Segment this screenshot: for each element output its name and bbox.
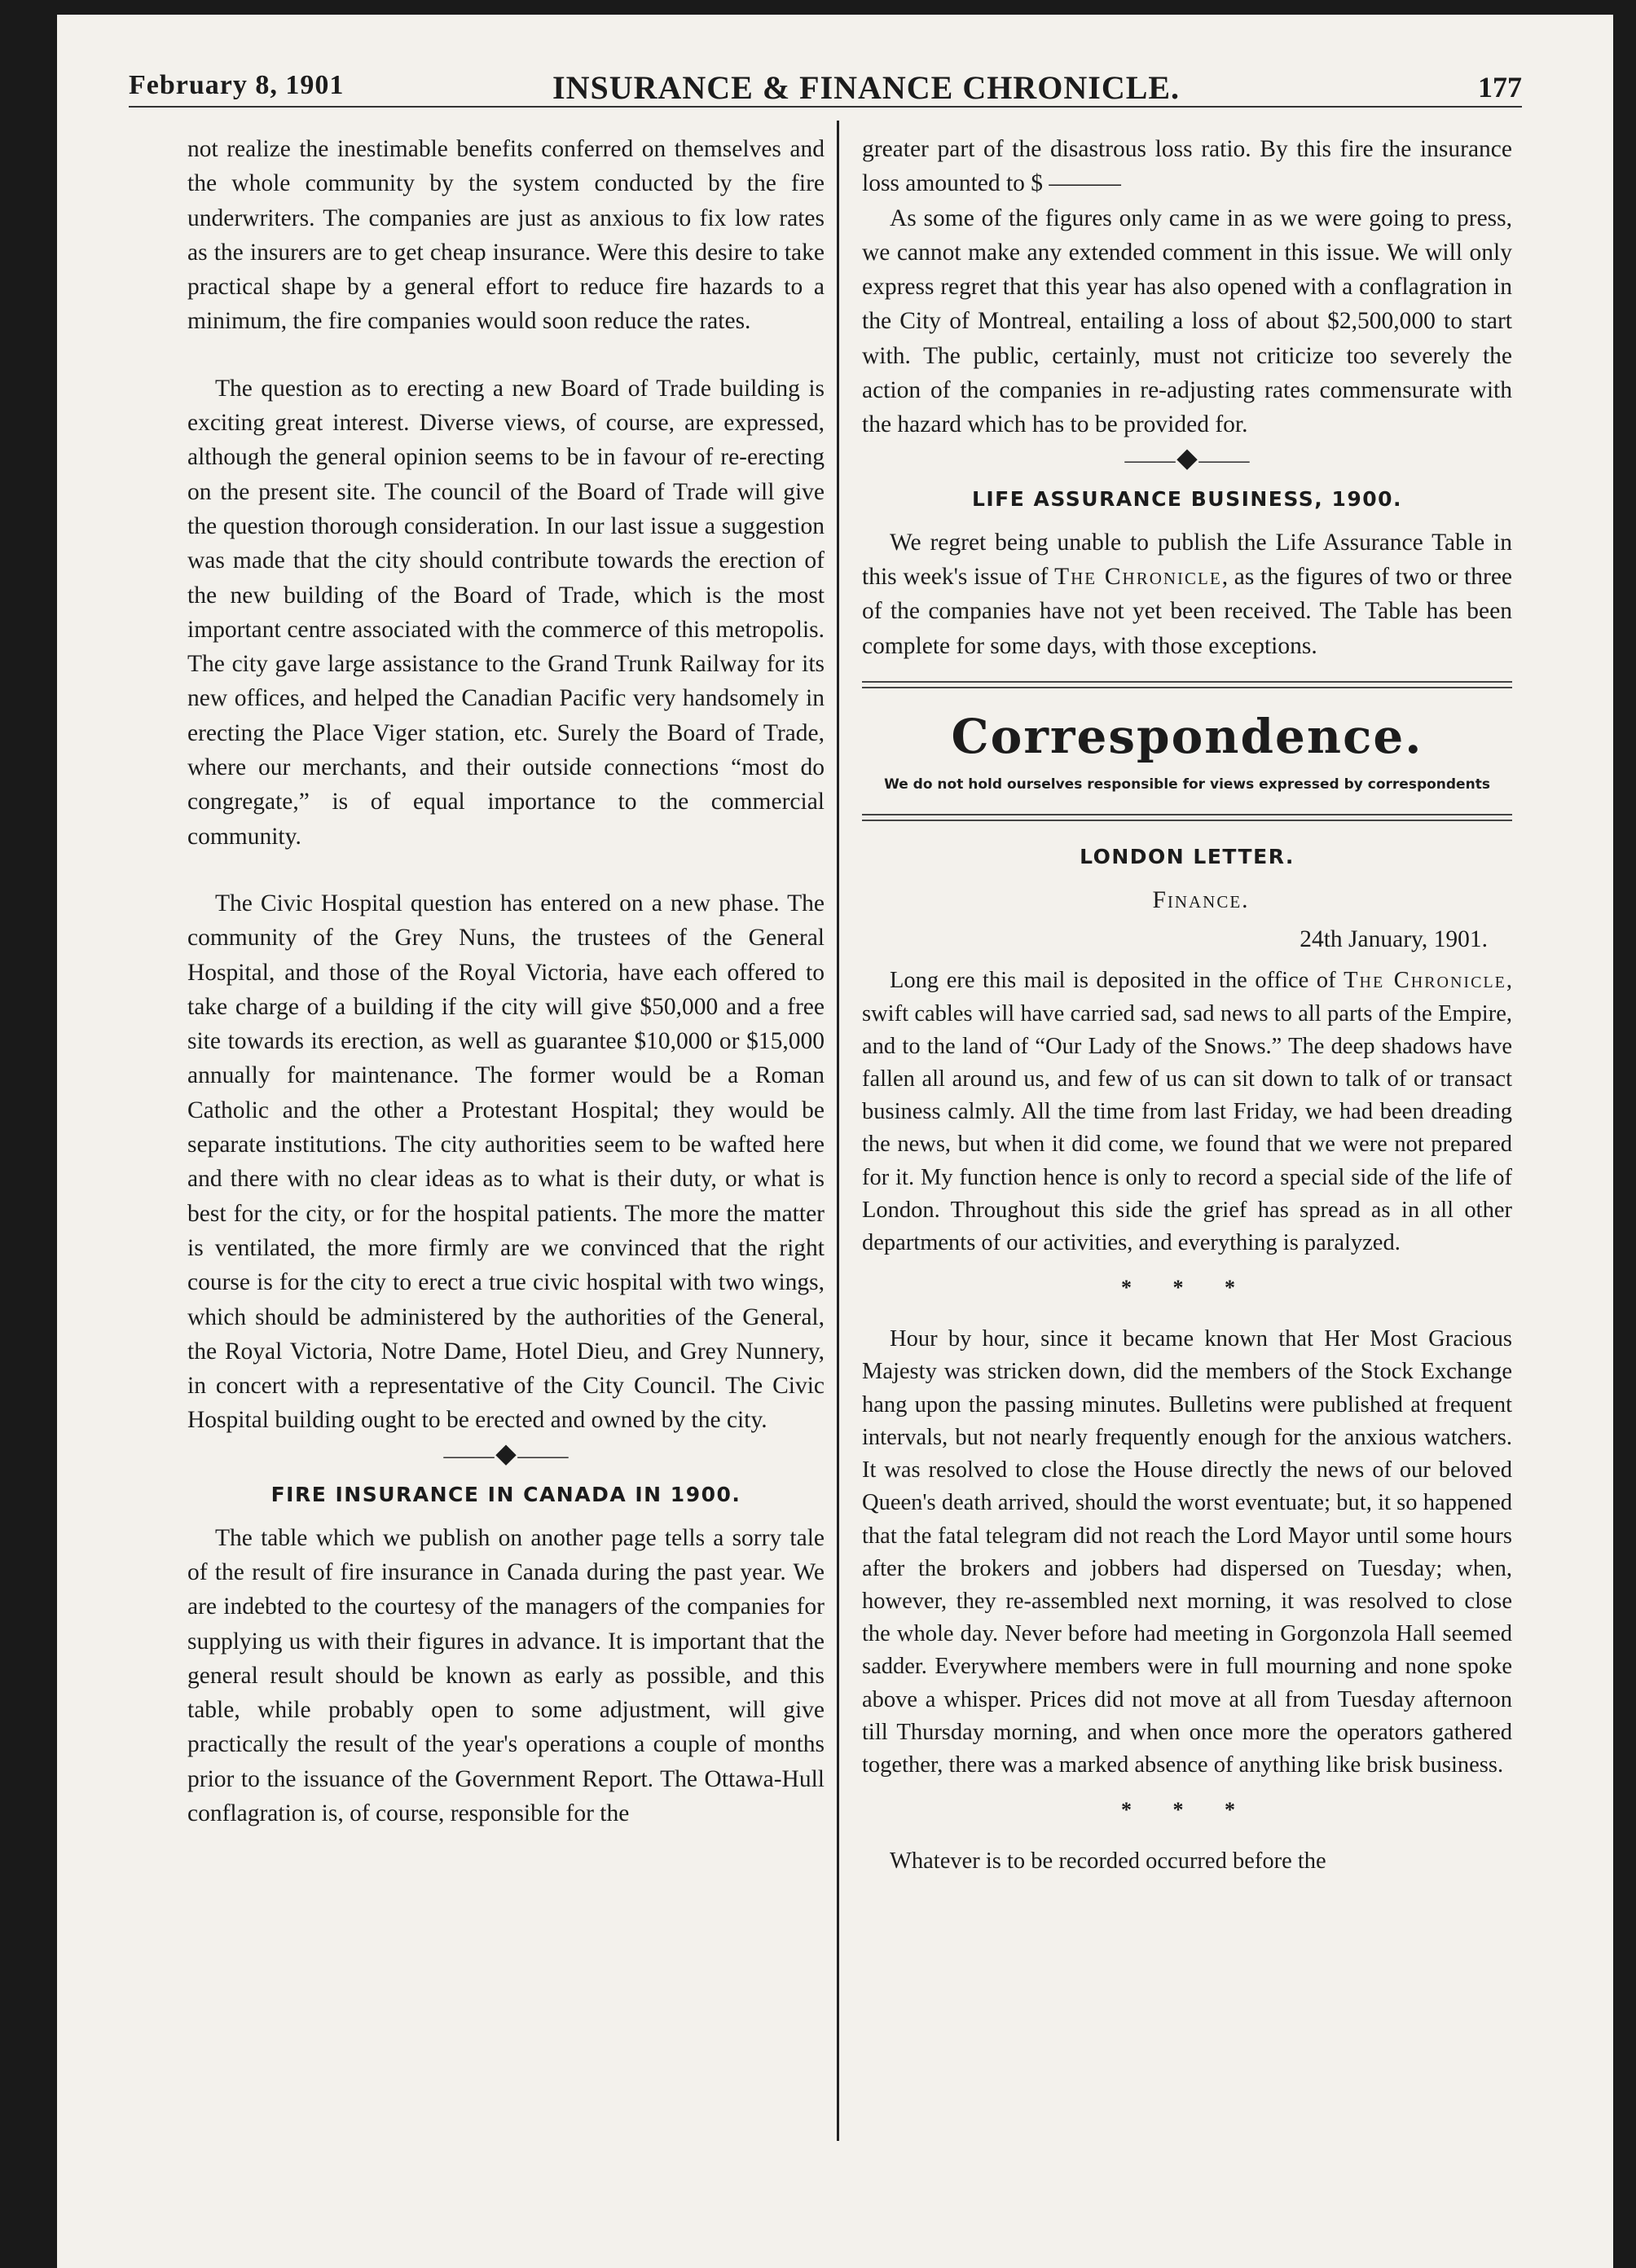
double-rule [862,814,1512,821]
paragraph: The question as to erecting a new Board of Trade building is exciting great interest. Diverse views, of course, are expressed, although the general opinion seems to be in favour of re-erecting on the present site. The council of the Board of Trade will give the question thorough consideration. In our last issue a suggestion was made that the city should contribute towards the erection of the new building of the Board of Trade, which is the most important centre associated with the commerce of this metropolis. The city gave large assistance to the Grand Trunk Railway for its new offices, and helped the Canadian Pacific very handsomely in erecting the Place Viger station, etc. Surely the Board of Trade, where our merchants, and their outside connections “most do congregate,” is of equal importance to the commercial community. [187,375,825,850]
paragraph: As some of the figures only came in as we were going to press, we cannot make any extended comment in this issue. We will only express regret that this year has also opened with a conflagration in the City of Montreal, entailing a loss of about $2,500,000 to start with. The public, certainly, must not criticize too severely the action of the companies in re-adjusting rates commensurate with the hazard which has to be provided for. [862,204,1512,438]
header-rule [129,106,1522,108]
paragraph: We regret being unable to publish the Life Assurance Table in this week's issue of The Chronicle, as the figures of two or three of the companies have not yet been received. The Table has been complete for some days, with those exceptions. [862,529,1513,659]
ornament-divider: ⸻◆⸻ [442,1444,570,1468]
disclaimer: We do not hold ourselves responsible for views expressed by correspondents [884,776,1490,793]
running-header [129,70,1522,119]
paragraph: not realize the inestimable benefits conferred on themselves and the whole community by the system conducted by the fire underwriters. The companies are just as anxious to fix low rates as the insurers are to get cheap insurance. Were this desire to take practical shape by a general effort to reduce fire hazards to a minimum, the fire companies would soon reduce the rates. [187,136,825,335]
paragraph: Hour by hour, since it became known that Her Most Gracious Majesty was stricken down, did the members of the Stock Exchange hang upon the passing minutes. Bulletins were published at frequent intervals, but not nearly frequently enough for the anxious watchers. It was resolved to close the House directly the news of our beloved Queen's death arrived, should the worst eventuate; but, it so happened that the fatal telegram did not reach the Lord Mayor until some hours after the brokers and jobbers had dispersed on Tuesday; when, however, they re-assembled next morning, it was resolved to close the whole day. Never before had meeting in Gorgonzola Hall seemed sadder. Everywhere members were in full mourning and none spoke above a whisper. Prices did not move at all from Tuesday afternoon till Thursday morning, and when once more the operators gathered together, there was a marked absence of anything like brisk business. [862,1326,1512,1778]
column-divider [837,121,839,2141]
letter-heading: LONDON LETTER. [1080,844,1295,868]
section-break-stars: * * * [1121,1276,1253,1300]
ornament-divider: ⸻◆⸻ [1124,448,1251,472]
right-column [862,132,1512,1878]
paragraph: Whatever is to be recorded occurred before the [890,1848,1326,1875]
article-heading: FIRE INSURANCE IN CANADA IN 1900. [270,1482,741,1506]
publication-name: The Chronicle [1054,563,1222,590]
section-break-stars: * * * [1121,1798,1253,1822]
letter-date: 24th January, 1901. [1300,926,1488,953]
publication-name: The Chronicle [1344,968,1506,994]
issue-date: February 8, 1901 [129,70,345,100]
paragraph: Long ere this mail is deposited in the office of The Chronicle, swift cables will have carried sad, sad news to all parts of the Empire, and to the land of “Our Lady of the Snows.” The deep shadows have fallen all around us, and few of us can sit down to talk of or transact business calmly. All the time from last Friday, we had been dreading the news, but when it did come, we found that we were not prepared for it. My function hence is only to record a special side of the life of London. Throughout this side the grief has spread as in all other departments of our activities, and everything is paralyzed. [862,968,1512,1256]
article-heading: LIFE ASSURANCE BUSINESS, 1900. [971,486,1403,511]
left-column [187,132,825,1831]
letter-subheading: Finance. [1152,886,1250,913]
masthead-title: INSURANCE & FINANCE CHRONICLE. [552,69,1181,106]
paragraph: The table which we publish on another page tells a sorry tale of the result of fire insurance in Canada during the past year. We are indebted to the courtesy of the managers of the companies for supplying us with their figures in advance. It is important that the general result should be known as early as possible, and this table, while probably open to some adjustment, will give practically the result of the year's operations a couple of months prior to the issuance of the Government Report. The Ottawa-Hull conflagration is, of course, responsible for the [187,1524,825,1827]
paragraph: The Civic Hospital question has entered on a new phase. The community of the Grey Nuns, the trustees of the General Hospital, and those of the Royal Victoria, have each offered to take charge of a building if the city will give $50,000 and a free site towards its erection, as well as guarantee $10,000 or $15,000 annually for maintenance. The former would be a Roman Catholic and the other a Protestant Hospital; they would be separate institutions. The city authorities seem to be wafted here and there with no clear ideas as to what is their duty, or what is best for the city, or for the hospital patients. The more the matter is ventilated, the more firmly are we convinced that the right course is for the city to erect a true civic hospital with two wings, which should be administered by the authorities of the General, the Royal Victoria, Notre Dame, Hotel Dieu, and Grey Nunnery, in concert with a representative of the City Council. The Civic Hospital building ought to be erected and owned by the city. [187,890,825,1434]
section-title: Correspondence. [951,708,1423,764]
double-rule [862,681,1512,688]
page-number: 177 [1478,71,1522,103]
paragraph: greater part of the disastrous loss ratio. By this fire the insurance loss amounted to $ ——— [862,136,1512,197]
